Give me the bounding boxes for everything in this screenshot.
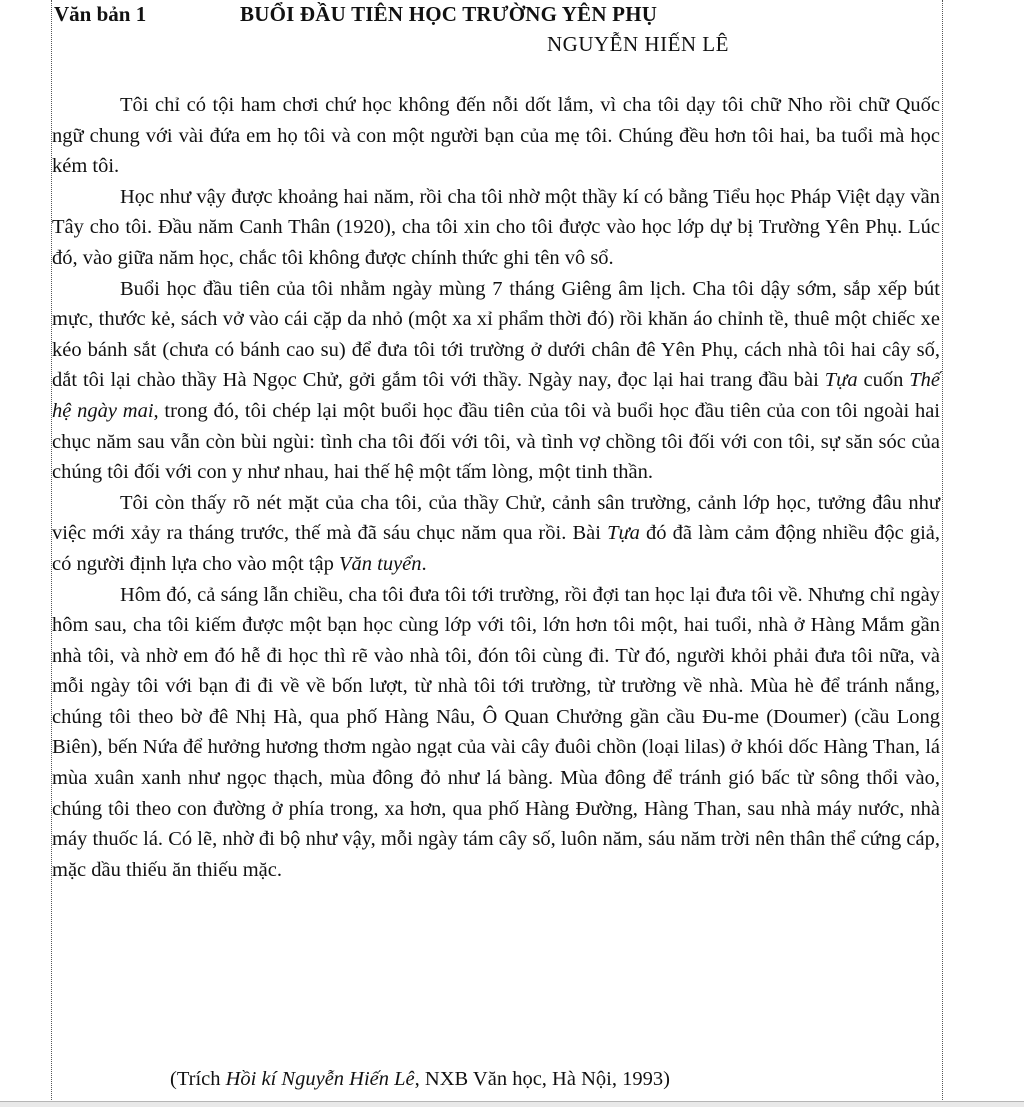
- paragraph-3: [52, 274, 940, 488]
- document-page: [52, 0, 940, 881]
- citation-suffix: , NXB Văn học, Hà Nội, 1993): [414, 1068, 670, 1090]
- paragraph-4-text-c: .: [421, 552, 427, 575]
- paragraph-3-italic-book-title: Thế hệ ngày mai: [52, 369, 940, 422]
- paragraph-3-text-c: , trong đó, tôi chép lại một buổi học đầu tiên của tôi và buổi học đầu tiên của con tôi ngoài hai chục năm sau vẫn còn bùi ngùi: tình cha tôi đối với tôi, và tình vợ chồng tôi đối với con tôi, sự săn sóc của chúng tôi đối với con y như nhau, hai thế hệ một tấm lòng, một tinh thần.: [52, 399, 940, 484]
- right-margin-guide: [942, 0, 943, 1100]
- paragraph-3-text-a: Buổi học đầu tiên của tôi nhằm ngày mùng 7 tháng Giêng âm lịch. Cha tôi dậy sớm, sắp xếp bút mực, thước kẻ, sách vở vào cái cặp da nhỏ (một xa xỉ phẩm thời đó) rồi khăn áo chỉnh tề, thuê một chiếc xe kéo bánh sắt (chưa có bánh cao su) để đưa tôi tới trường ở dưới chân đê Yên Phụ, cách nhà tôi hai cây số, dắt tôi lại chào thầy Hà Ngọc Chử, gởi gắm tôi với thầy. Ngày nay, đọc lại hai trang đầu bài: [52, 277, 940, 392]
- paragraph-4-text-a: Tôi còn thấy rõ nét mặt của cha tôi, của thầy Chử, cảnh sân trường, cảnh lớp học, tưởng đâu như việc mới xảy ra tháng trước, thế mà đã sáu chục năm qua rồi. Bài: [52, 491, 940, 545]
- text-label: Văn bản 1: [54, 2, 147, 26]
- paragraph-4-italic-tua: Tựa: [607, 522, 640, 545]
- paragraph-2: Học như vậy được khoảng hai năm, rồi cha tôi nhờ một thầy kí có bằng Tiểu học Pháp Việt dạy vần Tây cho tôi. Đầu năm Canh Thân (1920), cha tôi xin cho tôi được vào học lớp dự bị Trường Yên Phụ. Lúc đó, vào giữa năm học, chắc tôi không được chính thức ghi tên vô sổ.: [52, 185, 940, 269]
- document-header: [52, 0, 940, 32]
- document-body: [52, 90, 940, 885]
- document-title: BUỔI ĐẦU TIÊN HỌC TRƯỜNG YÊN PHỤ: [240, 2, 658, 26]
- source-citation: [170, 1068, 670, 1091]
- document-author: NGUYỄN HIẾN LÊ: [547, 32, 729, 56]
- paragraph-3-text-b: cuốn: [857, 369, 910, 392]
- citation-prefix: (Trích: [170, 1068, 226, 1090]
- paragraph-5: Hôm đó, cả sáng lẫn chiều, cha tôi đưa tôi tới trường, rồi đợi tan học lại đưa tôi về. Nhưng chỉ ngày hôm sau, cha tôi kiếm được một bạn học cùng lớp với tôi, lớn hơn tôi một, hai tuổi, nhà ở Hàng Mắm gần nhà tôi, và nhờ em đó hễ đi học thì rẽ vào nhà tôi, đón tôi cùng đi. Từ đó, người khỏi phải đưa tôi nữa, và mỗi ngày tôi với bạn đi đi về về bốn lượt, từ nhà tôi tới trường, từ trường về nhà. Mùa hè để tránh nắng, chúng tôi theo bờ đê Nhị Hà, qua phố Hàng Nâu, Ô Quan Chưởng gần cầu Đu-me (Doumer) (cầu Long Biên), bến Nứa để hưởng hương thơm ngào ngạt của vài cây đuôi chồn (loại lilas) ở khói dốc Hàng Than, lá mùa xuân xanh như ngọc thạch, mùa đông đỏ như lá bàng. Mùa đông để tránh gió bấc từ sông thổi vào, chúng tôi theo con đường ở phía trong, xa hơn, qua phố Hàng Đường, Hàng Than, sau nhà máy nước, nhà máy thuốc lá. Có lẽ, nhờ đi bộ như vậy, mỗi ngày tám cây số, luôn năm, sáu năm trời nên thân thể cứng cáp, mặc dầu thiếu ăn thiếu mặc.: [52, 583, 940, 881]
- citation-book-title: Hồi kí Nguyễn Hiến Lê: [225, 1068, 415, 1090]
- paragraph-3-italic-tua: Tựa: [824, 369, 858, 392]
- paragraph-4: [52, 488, 940, 580]
- paragraph-4-text-b: đó đã làm cảm động nhiều độc giả, có người định lựa cho vào một tập: [52, 522, 940, 575]
- paragraph-1: Tôi chỉ có tội ham chơi chứ học không đến nỗi dốt lắm, vì cha tôi dạy tôi chữ Nho rồi chữ Quốc ngữ chung với vài đứa em họ tôi và con một người bạn của mẹ tôi. Chúng đều hơn tôi hai, ba tuổi mà học kém tôi.: [52, 94, 940, 178]
- paragraph-4-italic-van-tuyen: Văn tuyển: [338, 552, 422, 575]
- page-bottom-edge: [0, 1101, 1024, 1107]
